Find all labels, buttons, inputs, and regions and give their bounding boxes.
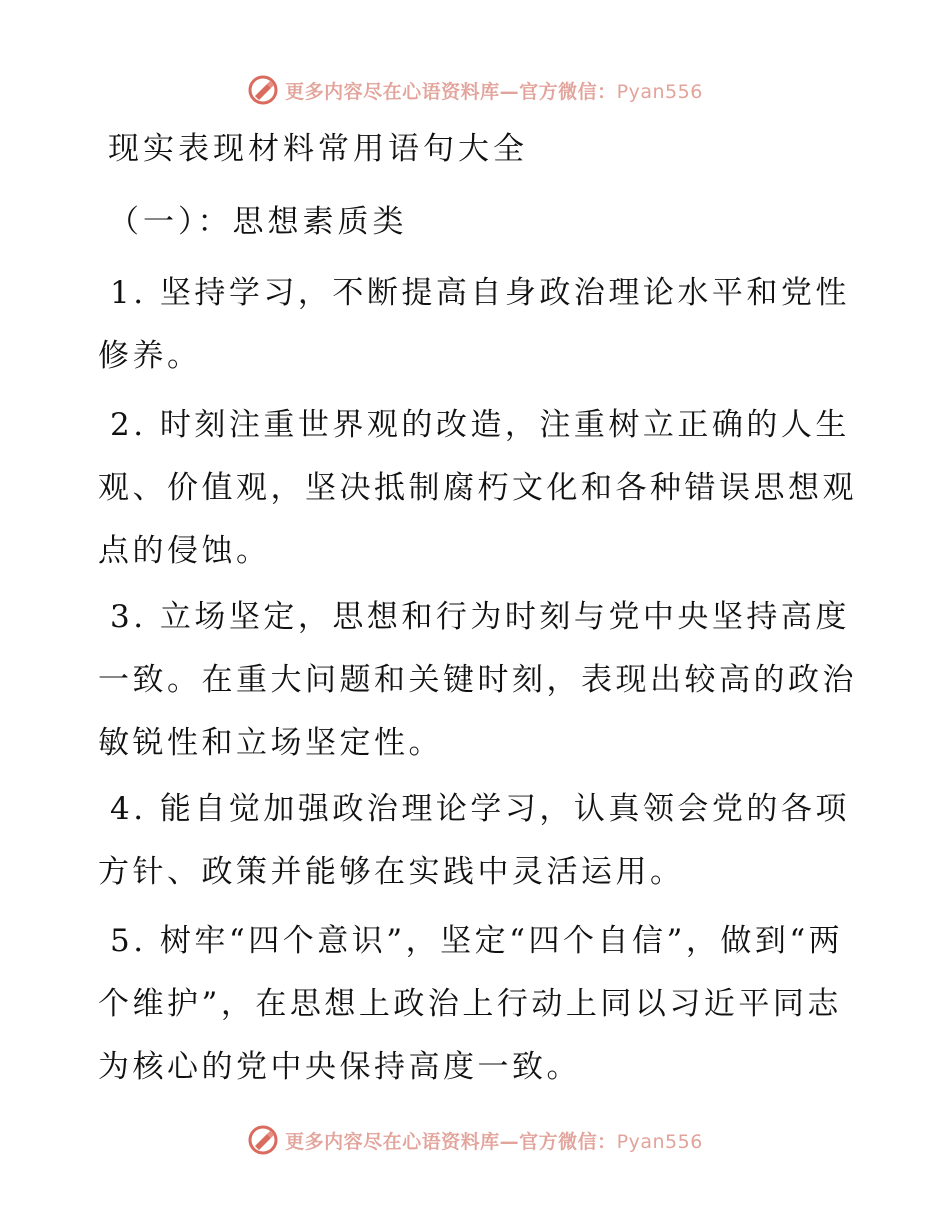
watermark-text: 更多内容尽在心语资料库—官方微信：Pyan556 <box>285 1130 703 1153</box>
watermark-header <box>0 68 950 112</box>
document-title: 现实表现材料常用语句大全 <box>108 131 528 167</box>
list-item: 2. 时刻注重世界观的改造，注重树立正确的人生观、价值观，坚决抵制腐朽文化和各种错误思想观点的侵蚀。 <box>98 407 857 569</box>
logo-icon <box>247 74 279 106</box>
logo-icon <box>247 1124 279 1156</box>
list-item: 3. 立场坚定，思想和行为时刻与党中央坚持高度一致。在重大问题和关键时刻，表现出较高的政治敏锐性和立场坚定性。 <box>98 599 857 761</box>
list-item: 5. 树牢“四个意识”，坚定“四个自信”，做到“两个维护”，在思想上政治上行动上同以习近平同志为核心的党中央保持高度一致。 <box>98 923 844 1085</box>
watermark-footer <box>0 1118 950 1162</box>
list-item: 4. 能自觉加强政治理论学习，认真领会党的各项方针、政策并能够在实践中灵活运用。 <box>98 791 850 890</box>
watermark-text: 更多内容尽在心语资料库—官方微信：Pyan556 <box>285 80 703 103</box>
section-heading: （一）：思想素质类 <box>108 204 408 240</box>
list-item: 1. 坚持学习，不断提高自身政治理论水平和党性修养。 <box>98 275 850 374</box>
